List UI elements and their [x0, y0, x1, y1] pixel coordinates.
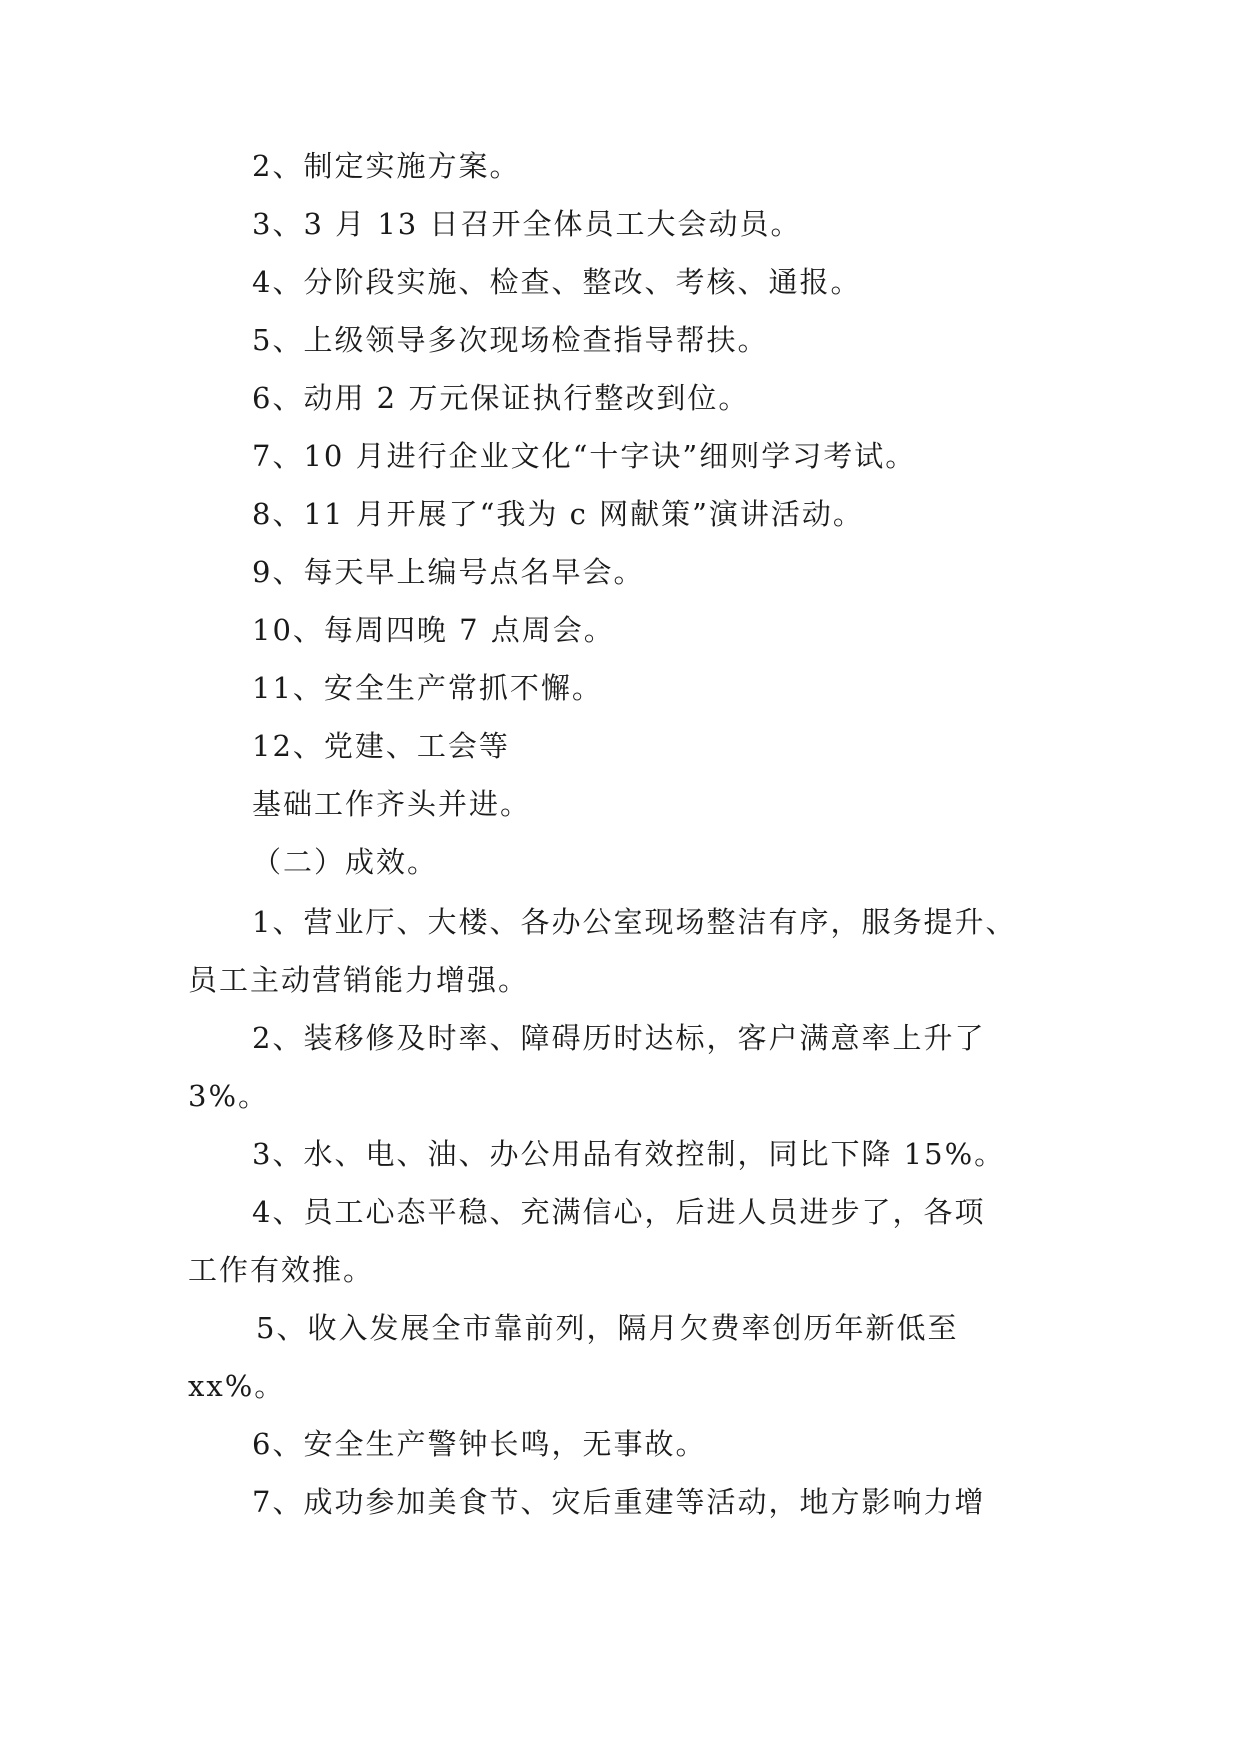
- result-item-4-cont: 工作有效推。: [188, 1253, 375, 1287]
- result-item-2-cont: 3%。: [188, 1079, 270, 1113]
- result-item-3: 3、水、电、油、办公用品有效控制，同比下降 15%。: [252, 1137, 1006, 1171]
- list-item-10: 10、每周四晚 7 点周会。: [252, 613, 615, 647]
- result-item-5-cont: xx%。: [188, 1369, 286, 1403]
- result-item-1-cont: 员工主动营销能力增强。: [188, 963, 530, 997]
- result-item-2: 2、装移修及时率、障碍历时达标，客户满意率上升了: [252, 1021, 986, 1055]
- list-item-9: 9、每天早上编号点名早会。: [252, 555, 645, 589]
- result-item-5: 5、收入发展全市靠前列，隔月欠费率创历年新低至: [256, 1311, 959, 1345]
- list-item-5: 5、上级领导多次现场检查指导帮扶。: [252, 323, 769, 357]
- result-item-4: 4、员工心态平稳、充满信心，后进人员进步了，各项: [252, 1195, 986, 1229]
- list-item-8: 8、11 月开展了“我为 c 网献策”演讲活动。: [252, 497, 864, 531]
- list-item-6: 6、动用 2 万元保证执行整改到位。: [252, 381, 750, 415]
- list-item-12: 12、党建、工会等: [252, 729, 510, 763]
- list-item-2: 2、制定实施方案。: [252, 149, 521, 183]
- result-item-1: 1、营业厅、大楼、各办公室现场整洁有序，服务提升、: [252, 905, 1017, 939]
- list-item-12-cont: 基础工作齐头并进。: [252, 787, 532, 821]
- list-item-11: 11、安全生产常抓不懈。: [252, 671, 603, 705]
- result-item-6: 6、安全生产警钟长鸣，无事故。: [252, 1427, 707, 1461]
- result-item-7: 7、成功参加美食节、灾后重建等活动，地方影响力增: [252, 1485, 986, 1519]
- list-item-3: 3、3 月 13 日召开全体员工大会动员。: [252, 207, 802, 241]
- list-item-7: 7、10 月进行企业文化“十字诀”细则学习考试。: [252, 439, 917, 473]
- list-item-4: 4、分阶段实施、检查、整改、考核、通报。: [252, 265, 862, 299]
- section-heading: （二）成效。: [252, 845, 439, 879]
